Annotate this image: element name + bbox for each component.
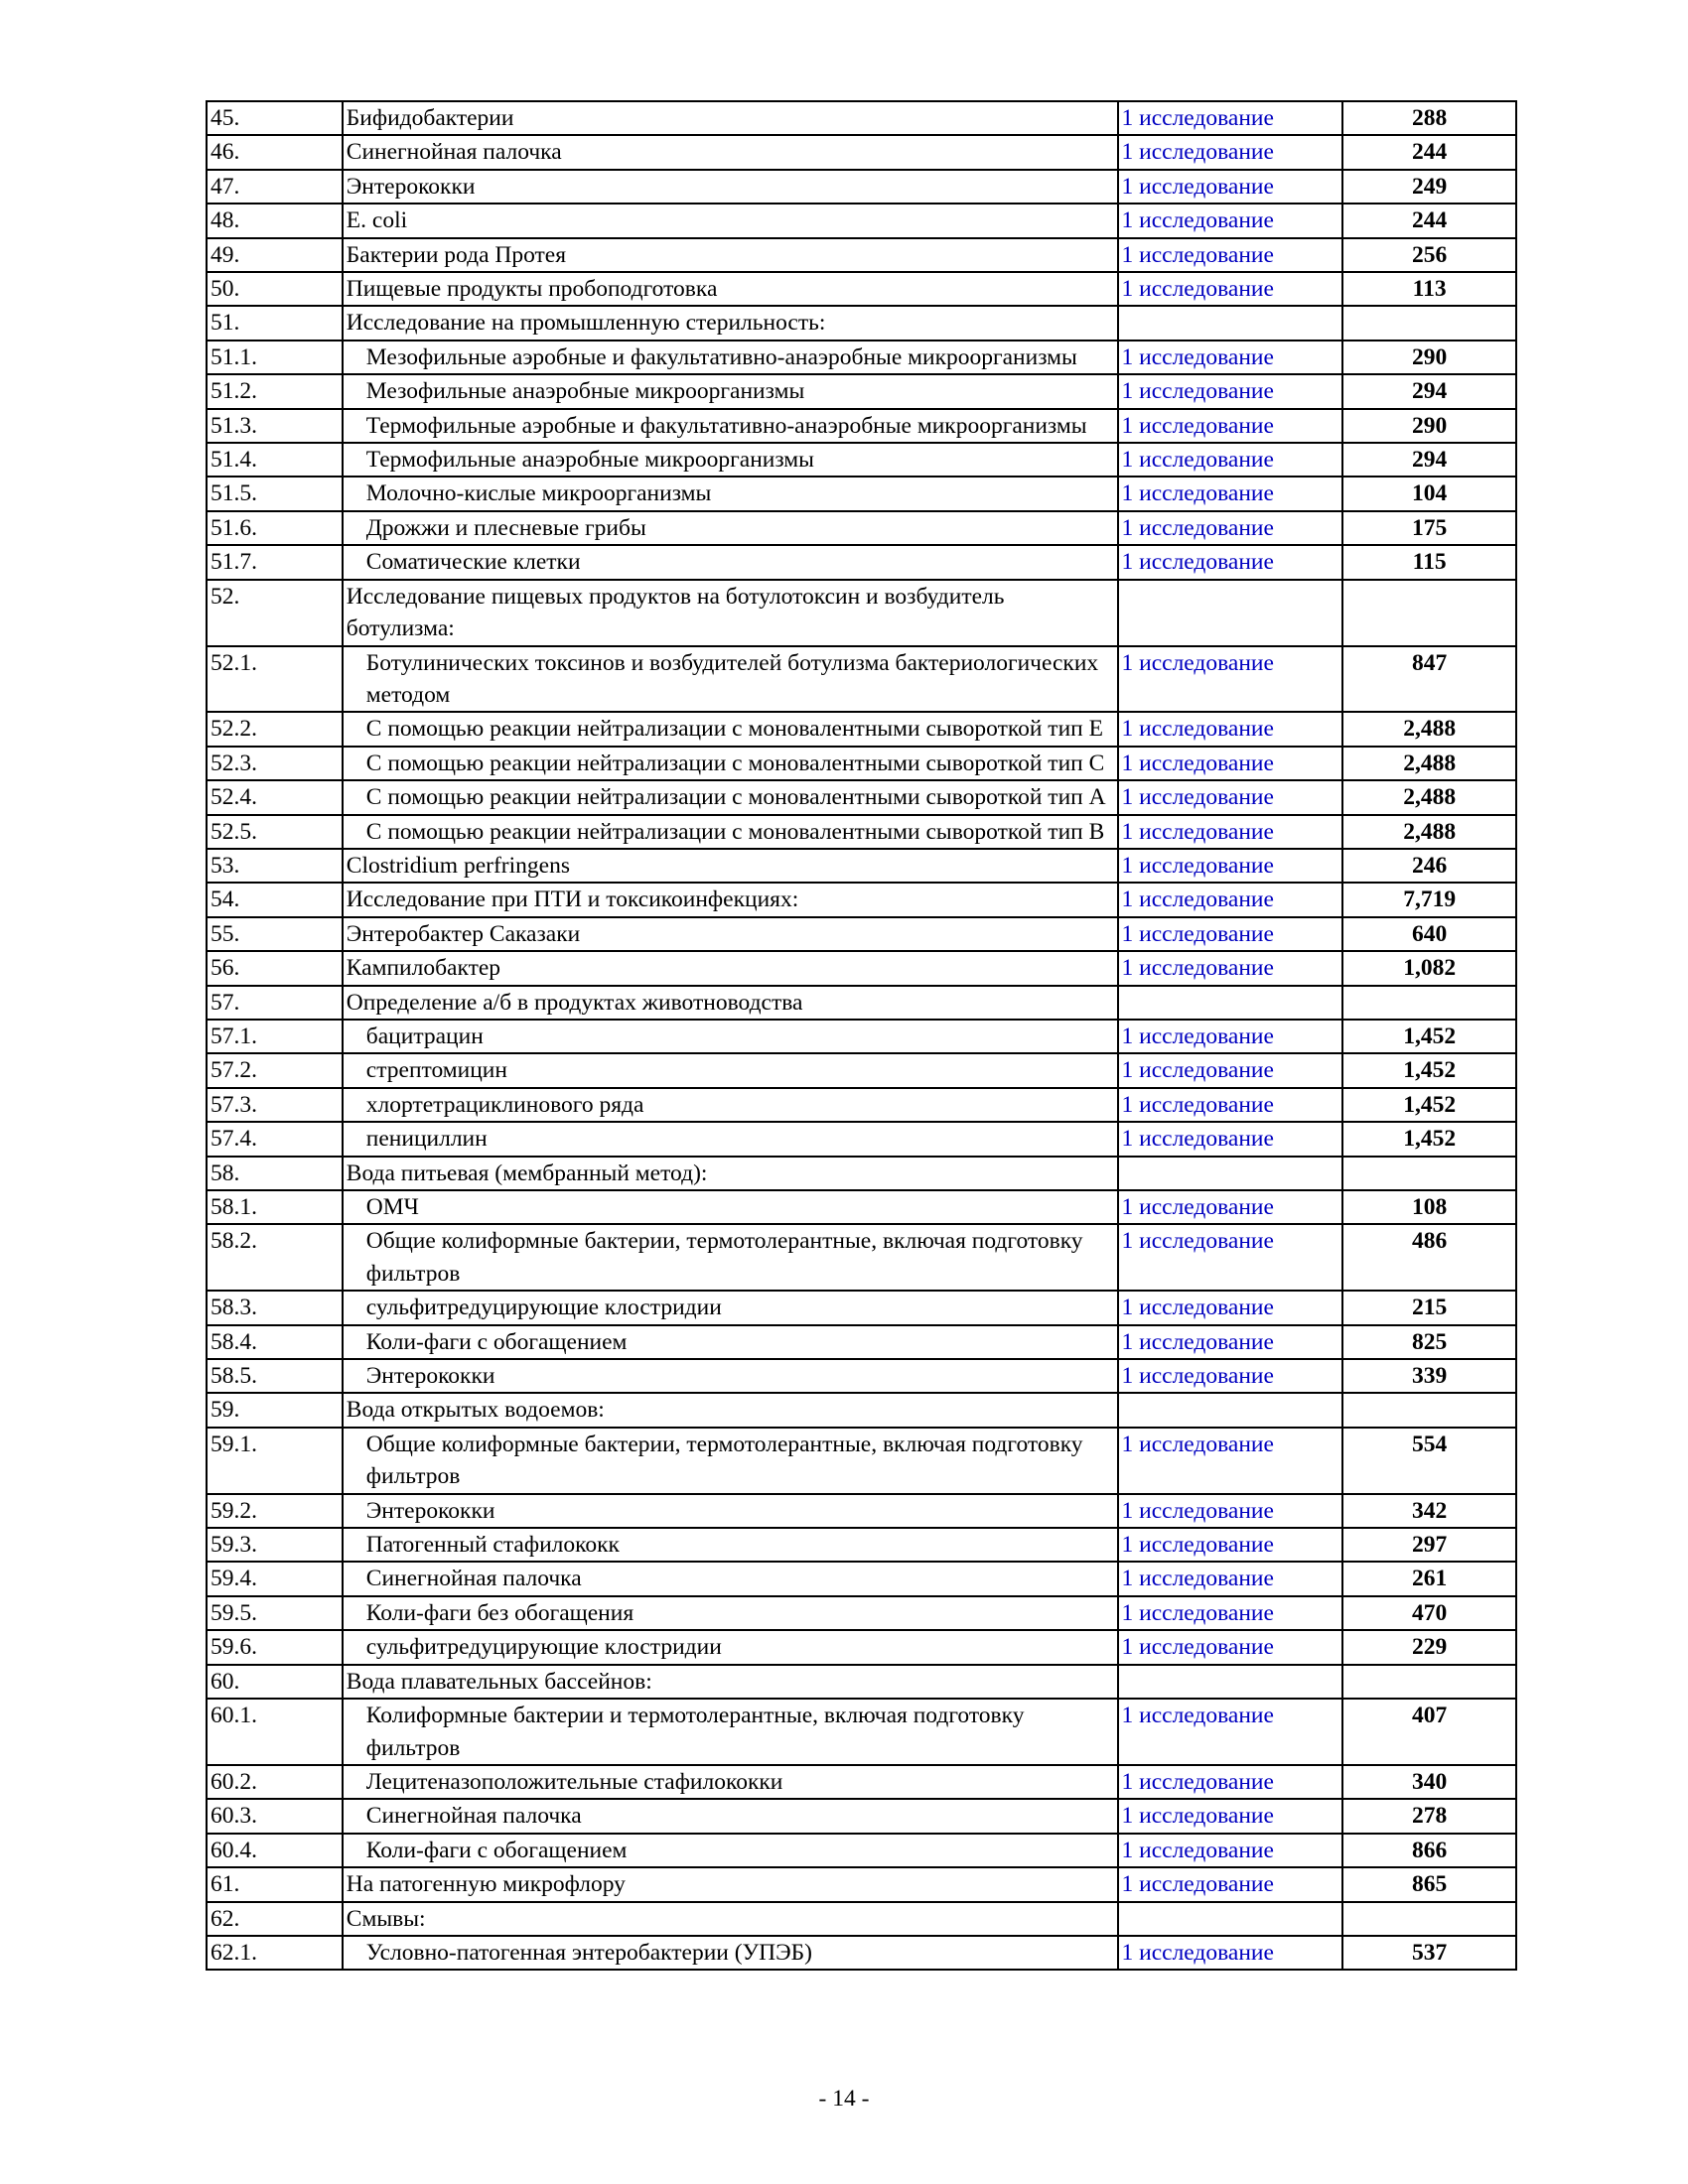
unit-of-measure: 1 исследование bbox=[1118, 101, 1343, 135]
service-price: 340 bbox=[1342, 1765, 1516, 1799]
table-row bbox=[207, 1630, 1516, 1664]
service-price: 115 bbox=[1342, 545, 1516, 579]
service-name: Энтерококки bbox=[343, 1359, 1118, 1393]
unit-of-measure: 1 исследование bbox=[1118, 1799, 1343, 1833]
service-price: 407 bbox=[1342, 1699, 1516, 1765]
service-price: 339 bbox=[1342, 1359, 1516, 1393]
service-name: Соматические клетки bbox=[343, 545, 1118, 579]
table-row bbox=[207, 780, 1516, 814]
row-number: 54. bbox=[207, 883, 343, 916]
service-price bbox=[1342, 1393, 1516, 1427]
row-number: 49. bbox=[207, 238, 343, 272]
service-name: Термофильные анаэробные микроорганизмы bbox=[343, 443, 1118, 477]
unit-of-measure: 1 исследование bbox=[1118, 204, 1343, 237]
row-number: 51.1. bbox=[207, 341, 343, 374]
row-number: 51. bbox=[207, 306, 343, 340]
service-price: 294 bbox=[1342, 443, 1516, 477]
unit-of-measure: 1 исследование bbox=[1118, 1428, 1343, 1494]
row-number: 52.3. bbox=[207, 747, 343, 780]
unit-of-measure: 1 исследование bbox=[1118, 1699, 1343, 1765]
service-price bbox=[1342, 986, 1516, 1020]
service-price: 470 bbox=[1342, 1596, 1516, 1630]
service-name: сульфитредуцирующие клостридии bbox=[343, 1291, 1118, 1324]
service-price: 290 bbox=[1342, 409, 1516, 443]
unit-of-measure: 1 исследование bbox=[1118, 883, 1343, 916]
service-price bbox=[1342, 1157, 1516, 1190]
service-name: Вода открытых водоемов: bbox=[343, 1393, 1118, 1427]
table-row bbox=[207, 1699, 1516, 1765]
unit-of-measure: 1 исследование bbox=[1118, 545, 1343, 579]
service-name: Исследование при ПТИ и токсикоинфекциях: bbox=[343, 883, 1118, 916]
service-price: 246 bbox=[1342, 849, 1516, 883]
table-row bbox=[207, 443, 1516, 477]
table-row bbox=[207, 204, 1516, 237]
service-price: 229 bbox=[1342, 1630, 1516, 1664]
unit-of-measure: 1 исследование bbox=[1118, 341, 1343, 374]
table-row bbox=[207, 272, 1516, 306]
service-name: Общие колиформные бактерии, термотолерантные, включая подготовку фильтров bbox=[343, 1428, 1118, 1494]
row-number: 57.4. bbox=[207, 1122, 343, 1156]
table-row bbox=[207, 747, 1516, 780]
service-price: 113 bbox=[1342, 272, 1516, 306]
row-number: 57. bbox=[207, 986, 343, 1020]
service-name: С помощью реакции нейтрализации с моновалентными сывороткой тип C bbox=[343, 747, 1118, 780]
row-number: 52.5. bbox=[207, 815, 343, 849]
service-name: Общие колиформные бактерии, термотолерантные, включая подготовку фильтров bbox=[343, 1224, 1118, 1291]
service-name: стрептомицин bbox=[343, 1053, 1118, 1087]
row-number: 58.2. bbox=[207, 1224, 343, 1291]
service-price: 249 bbox=[1342, 170, 1516, 204]
unit-of-measure: 1 исследование bbox=[1118, 1190, 1343, 1224]
unit-of-measure: 1 исследование bbox=[1118, 1088, 1343, 1122]
table-row bbox=[207, 101, 1516, 135]
service-name: пенициллин bbox=[343, 1122, 1118, 1156]
unit-of-measure: 1 исследование bbox=[1118, 1765, 1343, 1799]
service-name: Условно-патогенная энтеробактерии (УПЭБ) bbox=[343, 1936, 1118, 1970]
table-row bbox=[207, 1936, 1516, 1970]
service-name: сульфитредуцирующие клостридии bbox=[343, 1630, 1118, 1664]
unit-of-measure: 1 исследование bbox=[1118, 1053, 1343, 1087]
unit-of-measure: 1 исследование bbox=[1118, 272, 1343, 306]
row-number: 48. bbox=[207, 204, 343, 237]
table-row bbox=[207, 1157, 1516, 1190]
table-row bbox=[207, 409, 1516, 443]
service-price: 278 bbox=[1342, 1799, 1516, 1833]
row-number: 59.2. bbox=[207, 1494, 343, 1528]
service-name: Пищевые продукты пробоподготовка bbox=[343, 272, 1118, 306]
service-name: ОМЧ bbox=[343, 1190, 1118, 1224]
row-number: 59.1. bbox=[207, 1428, 343, 1494]
service-price: 866 bbox=[1342, 1834, 1516, 1867]
table-row bbox=[207, 477, 1516, 510]
unit-of-measure: 1 исследование bbox=[1118, 409, 1343, 443]
service-name: Энтерококки bbox=[343, 1494, 1118, 1528]
table-row bbox=[207, 238, 1516, 272]
service-price: 537 bbox=[1342, 1936, 1516, 1970]
service-name: Синегнойная палочка bbox=[343, 135, 1118, 169]
row-number: 51.3. bbox=[207, 409, 343, 443]
table-row bbox=[207, 1088, 1516, 1122]
table-row bbox=[207, 1020, 1516, 1053]
service-name: Коли-фаги с обогащением bbox=[343, 1834, 1118, 1867]
service-price: 2,488 bbox=[1342, 780, 1516, 814]
service-price: 244 bbox=[1342, 204, 1516, 237]
row-number: 60.3. bbox=[207, 1799, 343, 1833]
page-number: - 14 - bbox=[818, 2086, 870, 2112]
row-number: 56. bbox=[207, 951, 343, 985]
unit-of-measure: 1 исследование bbox=[1118, 780, 1343, 814]
unit-of-measure: 1 исследование bbox=[1118, 1325, 1343, 1359]
service-name: С помощью реакции нейтрализации с моновалентными сывороткой тип E bbox=[343, 712, 1118, 746]
row-number: 52.4. bbox=[207, 780, 343, 814]
service-price: 2,488 bbox=[1342, 712, 1516, 746]
row-number: 57.3. bbox=[207, 1088, 343, 1122]
unit-of-measure: 1 исследование bbox=[1118, 1936, 1343, 1970]
table-row bbox=[207, 1765, 1516, 1799]
row-number: 47. bbox=[207, 170, 343, 204]
service-price bbox=[1342, 1902, 1516, 1936]
row-number: 50. bbox=[207, 272, 343, 306]
table-row bbox=[207, 1291, 1516, 1324]
row-number: 59. bbox=[207, 1393, 343, 1427]
table-row bbox=[207, 1834, 1516, 1867]
table-row bbox=[207, 1393, 1516, 1427]
service-name: E. coli bbox=[343, 204, 1118, 237]
table-row bbox=[207, 511, 1516, 545]
service-name: Энтеробактер Саказаки bbox=[343, 917, 1118, 951]
table-row bbox=[207, 1359, 1516, 1393]
service-name: Определение а/б в продуктах животноводства bbox=[343, 986, 1118, 1020]
service-price: 2,488 bbox=[1342, 747, 1516, 780]
row-number: 61. bbox=[207, 1867, 343, 1901]
unit-of-measure: 1 исследование bbox=[1118, 849, 1343, 883]
unit-of-measure bbox=[1118, 1902, 1343, 1936]
table-row bbox=[207, 1596, 1516, 1630]
row-number: 57.1. bbox=[207, 1020, 343, 1053]
table-row bbox=[207, 849, 1516, 883]
service-price: 1,452 bbox=[1342, 1020, 1516, 1053]
table-row bbox=[207, 170, 1516, 204]
service-price: 256 bbox=[1342, 238, 1516, 272]
row-number: 52.1. bbox=[207, 646, 343, 713]
unit-of-measure: 1 исследование bbox=[1118, 477, 1343, 510]
table-row bbox=[207, 545, 1516, 579]
service-price: 175 bbox=[1342, 511, 1516, 545]
row-number: 58.1. bbox=[207, 1190, 343, 1224]
table-row bbox=[207, 1224, 1516, 1291]
service-name: Мезофильные аэробные и факультативно-анаэробные микроорганизмы bbox=[343, 341, 1118, 374]
service-price: 1,082 bbox=[1342, 951, 1516, 985]
table-row bbox=[207, 1494, 1516, 1528]
unit-of-measure: 1 исследование bbox=[1118, 1122, 1343, 1156]
unit-of-measure bbox=[1118, 1393, 1343, 1427]
price-table bbox=[206, 100, 1517, 1971]
row-number: 58.5. bbox=[207, 1359, 343, 1393]
service-price: 104 bbox=[1342, 477, 1516, 510]
service-name: Вода питьевая (мембранный метод): bbox=[343, 1157, 1118, 1190]
service-name: Термофильные аэробные и факультативно-анаэробные микроорганизмы bbox=[343, 409, 1118, 443]
table-row bbox=[207, 135, 1516, 169]
row-number: 53. bbox=[207, 849, 343, 883]
service-price: 847 bbox=[1342, 646, 1516, 713]
row-number: 51.7. bbox=[207, 545, 343, 579]
service-price: 244 bbox=[1342, 135, 1516, 169]
table-row bbox=[207, 1562, 1516, 1595]
table-row bbox=[207, 1528, 1516, 1562]
service-price: 290 bbox=[1342, 341, 1516, 374]
service-price: 7,719 bbox=[1342, 883, 1516, 916]
service-name: Молочно-кислые микроорганизмы bbox=[343, 477, 1118, 510]
table-row bbox=[207, 1325, 1516, 1359]
service-name: Смывы: bbox=[343, 1902, 1118, 1936]
service-price: 288 bbox=[1342, 101, 1516, 135]
unit-of-measure: 1 исследование bbox=[1118, 712, 1343, 746]
row-number: 45. bbox=[207, 101, 343, 135]
unit-of-measure: 1 исследование bbox=[1118, 1630, 1343, 1664]
table-row bbox=[207, 1902, 1516, 1936]
row-number: 51.4. bbox=[207, 443, 343, 477]
row-number: 60.1. bbox=[207, 1699, 343, 1765]
service-price bbox=[1342, 1665, 1516, 1699]
service-price: 297 bbox=[1342, 1528, 1516, 1562]
unit-of-measure: 1 исследование bbox=[1118, 917, 1343, 951]
service-name: хлортетрациклинового ряда bbox=[343, 1088, 1118, 1122]
service-price: 1,452 bbox=[1342, 1122, 1516, 1156]
service-name: Лецитеназоположительные стафилококки bbox=[343, 1765, 1118, 1799]
unit-of-measure: 1 исследование bbox=[1118, 1562, 1343, 1595]
service-price: 215 bbox=[1342, 1291, 1516, 1324]
unit-of-measure: 1 исследование bbox=[1118, 1494, 1343, 1528]
table-row bbox=[207, 374, 1516, 408]
service-name: Бифидобактерии bbox=[343, 101, 1118, 135]
table-row bbox=[207, 917, 1516, 951]
unit-of-measure: 1 исследование bbox=[1118, 1596, 1343, 1630]
row-number: 59.3. bbox=[207, 1528, 343, 1562]
unit-of-measure: 1 исследование bbox=[1118, 135, 1343, 169]
row-number: 59.5. bbox=[207, 1596, 343, 1630]
service-price: 294 bbox=[1342, 374, 1516, 408]
unit-of-measure bbox=[1118, 986, 1343, 1020]
service-price: 1,452 bbox=[1342, 1088, 1516, 1122]
row-number: 60.2. bbox=[207, 1765, 343, 1799]
service-name: Колиформные бактерии и термотолерантные, включая подготовку фильтров bbox=[343, 1699, 1118, 1765]
unit-of-measure: 1 исследование bbox=[1118, 374, 1343, 408]
service-price bbox=[1342, 580, 1516, 646]
row-number: 58.3. bbox=[207, 1291, 343, 1324]
unit-of-measure: 1 исследование bbox=[1118, 1359, 1343, 1393]
service-name: Ботулинических токсинов и возбудителей ботулизма бактериологических методом bbox=[343, 646, 1118, 713]
table-row bbox=[207, 646, 1516, 713]
table-row bbox=[207, 1428, 1516, 1494]
service-name: На патогенную микрофлору bbox=[343, 1867, 1118, 1901]
service-name: Коли-фаги без обогащения bbox=[343, 1596, 1118, 1630]
table-row bbox=[207, 1190, 1516, 1224]
row-number: 57.2. bbox=[207, 1053, 343, 1087]
unit-of-measure: 1 исследование bbox=[1118, 511, 1343, 545]
service-price: 2,488 bbox=[1342, 815, 1516, 849]
table-row bbox=[207, 1122, 1516, 1156]
service-price: 108 bbox=[1342, 1190, 1516, 1224]
service-name: Дрожжи и плесневые грибы bbox=[343, 511, 1118, 545]
service-price: 342 bbox=[1342, 1494, 1516, 1528]
service-price: 825 bbox=[1342, 1325, 1516, 1359]
table-row bbox=[207, 306, 1516, 340]
row-number: 51.6. bbox=[207, 511, 343, 545]
table-row bbox=[207, 712, 1516, 746]
row-number: 58. bbox=[207, 1157, 343, 1190]
row-number: 58.4. bbox=[207, 1325, 343, 1359]
row-number: 60.4. bbox=[207, 1834, 343, 1867]
unit-of-measure: 1 исследование bbox=[1118, 747, 1343, 780]
unit-of-measure: 1 исследование bbox=[1118, 1834, 1343, 1867]
table-row bbox=[207, 1665, 1516, 1699]
service-price bbox=[1342, 306, 1516, 340]
service-name: Исследование на промышленную стерильность: bbox=[343, 306, 1118, 340]
table-row bbox=[207, 1053, 1516, 1087]
service-name: С помощью реакции нейтрализации с моновалентными сывороткой тип B bbox=[343, 815, 1118, 849]
service-price: 640 bbox=[1342, 917, 1516, 951]
row-number: 62.1. bbox=[207, 1936, 343, 1970]
row-number: 59.6. bbox=[207, 1630, 343, 1664]
table-row bbox=[207, 580, 1516, 646]
row-number: 62. bbox=[207, 1902, 343, 1936]
unit-of-measure bbox=[1118, 1665, 1343, 1699]
service-name: Clostridium perfringens bbox=[343, 849, 1118, 883]
unit-of-measure: 1 исследование bbox=[1118, 1528, 1343, 1562]
service-price: 865 bbox=[1342, 1867, 1516, 1901]
unit-of-measure: 1 исследование bbox=[1118, 170, 1343, 204]
table-row bbox=[207, 815, 1516, 849]
service-price: 554 bbox=[1342, 1428, 1516, 1494]
table-row bbox=[207, 986, 1516, 1020]
row-number: 60. bbox=[207, 1665, 343, 1699]
table-row bbox=[207, 1799, 1516, 1833]
unit-of-measure bbox=[1118, 1157, 1343, 1190]
table-row bbox=[207, 1867, 1516, 1901]
service-name: Вода плавательных бассейнов: bbox=[343, 1665, 1118, 1699]
service-name: С помощью реакции нейтрализации с моновалентными сывороткой тип A bbox=[343, 780, 1118, 814]
service-name: бацитрацин bbox=[343, 1020, 1118, 1053]
unit-of-measure: 1 исследование bbox=[1118, 1224, 1343, 1291]
price-table-body bbox=[207, 101, 1516, 1970]
service-name: Коли-фаги с обогащением bbox=[343, 1325, 1118, 1359]
service-name: Исследование пищевых продуктов на ботулотоксин и возбудитель ботулизма: bbox=[343, 580, 1118, 646]
unit-of-measure: 1 исследование bbox=[1118, 951, 1343, 985]
row-number: 52. bbox=[207, 580, 343, 646]
service-name: Синегнойная палочка bbox=[343, 1799, 1118, 1833]
service-price: 261 bbox=[1342, 1562, 1516, 1595]
table-row bbox=[207, 883, 1516, 916]
unit-of-measure: 1 исследование bbox=[1118, 1020, 1343, 1053]
table-row bbox=[207, 341, 1516, 374]
row-number: 55. bbox=[207, 917, 343, 951]
row-number: 46. bbox=[207, 135, 343, 169]
unit-of-measure bbox=[1118, 306, 1343, 340]
row-number: 51.2. bbox=[207, 374, 343, 408]
row-number: 51.5. bbox=[207, 477, 343, 510]
service-name: Бактерии рода Протея bbox=[343, 238, 1118, 272]
unit-of-measure: 1 исследование bbox=[1118, 443, 1343, 477]
row-number: 52.2. bbox=[207, 712, 343, 746]
service-price: 1,452 bbox=[1342, 1053, 1516, 1087]
unit-of-measure: 1 исследование bbox=[1118, 1291, 1343, 1324]
row-number: 59.4. bbox=[207, 1562, 343, 1595]
service-name: Энтерококки bbox=[343, 170, 1118, 204]
service-name: Синегнойная палочка bbox=[343, 1562, 1118, 1595]
unit-of-measure: 1 исследование bbox=[1118, 238, 1343, 272]
unit-of-measure bbox=[1118, 580, 1343, 646]
unit-of-measure: 1 исследование bbox=[1118, 1867, 1343, 1901]
service-name: Патогенный стафилококк bbox=[343, 1528, 1118, 1562]
unit-of-measure: 1 исследование bbox=[1118, 815, 1343, 849]
unit-of-measure: 1 исследование bbox=[1118, 646, 1343, 713]
service-price: 486 bbox=[1342, 1224, 1516, 1291]
service-name: Кампилобактер bbox=[343, 951, 1118, 985]
service-name: Мезофильные анаэробные микроорганизмы bbox=[343, 374, 1118, 408]
table-row bbox=[207, 951, 1516, 985]
